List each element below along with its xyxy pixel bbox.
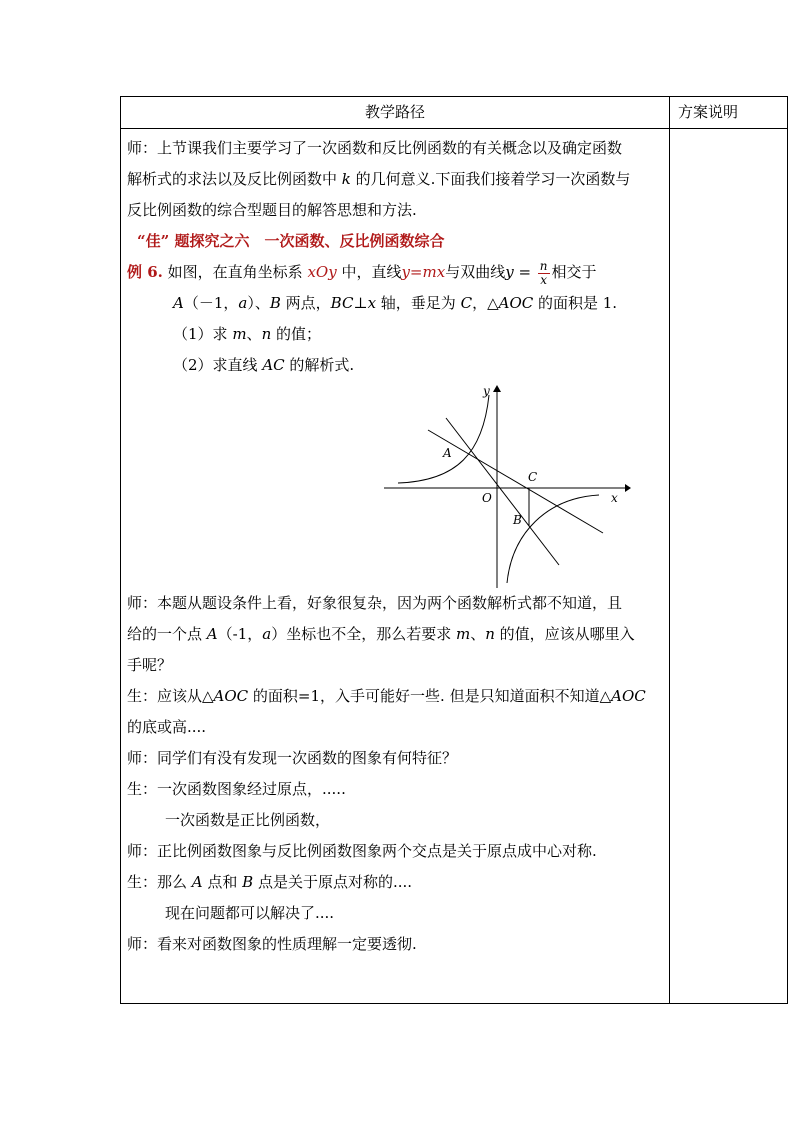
perp-symbol: ⊥ (353, 294, 368, 312)
dialogue-text: 的值，应该从哪里入 (494, 625, 635, 643)
var-ac: AC (262, 356, 285, 374)
teaching-content (121, 129, 669, 960)
intro-text: 解析式的求法以及反比例函数中 (127, 170, 342, 188)
dialogue-text: 的底或高.... (127, 718, 207, 736)
label-y: y (483, 384, 490, 398)
dialogue-student-2 (127, 774, 663, 805)
question-text: 、 (246, 325, 262, 343)
coordinate-figure (127, 383, 663, 588)
example-text: 的面积是 1. (533, 294, 618, 312)
label-x: x (611, 491, 618, 505)
intro-line-3 (127, 195, 663, 226)
dialogue-student-3b (127, 898, 663, 929)
intro-text: 的几何意义.下面我们接着学习一次函数与 (350, 170, 631, 188)
topic-heading (127, 226, 663, 257)
topic-title: 题探究之六 一次函数、反比例函数综合 (169, 232, 445, 250)
dialogue-teacher-1-line-2 (127, 619, 663, 650)
example-text: 轴，垂足为 (376, 294, 461, 312)
var-aoc: AOC (213, 687, 249, 705)
table-header-row (121, 97, 788, 129)
question-text: 的解析式. (284, 356, 355, 374)
example-line-1 (127, 257, 663, 288)
dialogue-text: 、 (470, 625, 486, 643)
dialogue-text: 师：本题从题设条件上看，好象很复杂，因为两个函数解析式都不知道，且 (127, 594, 623, 612)
header-teaching-path: 教学路径 (121, 97, 670, 129)
example-text: 中，直线 (336, 263, 402, 281)
example-text: ，△ (472, 294, 499, 312)
dialogue-teacher-1-line-1 (127, 588, 663, 619)
dialogue-teacher-3 (127, 836, 663, 867)
example-text: 相交于 (551, 263, 597, 281)
example-line-2 (127, 288, 663, 319)
dialogue-text: （-1， (217, 625, 263, 643)
dialogue-student-3 (127, 867, 663, 898)
var-a: a (262, 625, 272, 643)
intro-text: 师：上节课我们主要学习了一次函数和反比例函数的有关概念以及确定函数 (127, 139, 623, 157)
intro-text: 反比例函数的综合型题目的解答思想和方法. (127, 201, 417, 219)
var-a-point: A (173, 294, 184, 312)
var-xoy: xOy (307, 263, 337, 281)
dialogue-teacher-2 (127, 743, 663, 774)
dialogue-teacher-4 (127, 929, 663, 960)
var-aoc: AOC (498, 294, 534, 312)
dialogue-text: ）坐标也不全，那么若要求 (271, 625, 456, 643)
label-c: C (528, 470, 538, 484)
var-b-point: B (242, 873, 254, 891)
example-text: 两点， (280, 294, 331, 312)
x-axis-arrow (625, 484, 631, 492)
example-text: （－1， (183, 294, 239, 312)
var-y: y (505, 263, 514, 281)
dialogue-text: 点和 (202, 873, 243, 891)
dialogue-text: 师：看来对函数图象的性质理解一定要透彻. (127, 935, 417, 953)
line-ab (446, 418, 559, 565)
intro-line-2 (127, 164, 663, 195)
question-2 (127, 350, 663, 381)
hyperbola-branch-lower (507, 495, 599, 583)
fraction-denominator: x (540, 272, 548, 287)
plan-notes-cell (670, 129, 788, 1004)
dialogue-text: 师：正比例函数图象与反比例函数图象两个交点是关于原点成中心对称. (127, 842, 597, 860)
dialogue-student-1-line-2 (127, 712, 663, 743)
dialogue-text: 生：应该从△ (127, 687, 214, 705)
dialogue-text: 手呢？ (127, 656, 173, 674)
var-n: n (261, 325, 272, 343)
example-text: 如图，在直角坐标系 (162, 263, 308, 281)
var-a: a (238, 294, 248, 312)
y-axis-arrow (493, 385, 501, 392)
dialogue-text: 的面积=1，入手可能好一些. 但是只知道面积不知道△ (248, 687, 612, 705)
var-x: x (367, 294, 377, 312)
var-n: n (485, 625, 495, 643)
dialogue-teacher-1-line-3 (127, 650, 663, 681)
dialogue-student-2b (127, 805, 663, 836)
example-label: 例 6. (127, 263, 163, 281)
label-b: B (513, 513, 522, 527)
dialogue-student-1-line-1 (127, 681, 663, 712)
fraction-n-over-x (538, 260, 550, 287)
intro-line-1 (127, 133, 663, 164)
figure-container (127, 383, 663, 588)
teaching-path-cell (121, 129, 670, 1004)
dialogue-text: 一次函数是正比例函数， (165, 811, 331, 829)
dialogue-text: 给的一个点 (127, 625, 207, 643)
question-text: （1）求 (173, 325, 233, 343)
var-a-point: A (191, 873, 203, 891)
var-c-point: C (460, 294, 473, 312)
var-bc: BC (330, 294, 354, 312)
dialogue-text: 点是关于原点对称的.... (253, 873, 413, 891)
line-equation: y=mx (401, 263, 446, 281)
lesson-plan-table (120, 96, 788, 1004)
question-text: 的值； (271, 325, 322, 343)
example-text: ）、 (247, 294, 270, 312)
label-a: A (443, 446, 452, 460)
var-aoc: AOC (611, 687, 646, 705)
dialogue-text: 生：一次函数图象经过原点，..... (127, 780, 346, 798)
dialogue-text: 现在问题都可以解决了.... (165, 904, 335, 922)
var-a-point: A (206, 625, 218, 643)
table-body-row (121, 129, 788, 1004)
var-m: m (455, 625, 471, 643)
question-1 (127, 319, 663, 350)
dialogue-text: 师：同学们有没有发现一次函数的图象有何特征？ (127, 749, 458, 767)
dialogue-text: 生：那么 (127, 873, 192, 891)
var-k: k (341, 170, 351, 188)
header-plan-notes: 方案说明 (670, 97, 788, 129)
topic-quote: “佳” (137, 232, 170, 250)
var-b-point: B (269, 294, 281, 312)
fraction-numerator: n (539, 258, 548, 273)
equals-sign: = (513, 263, 536, 281)
label-o: O (482, 491, 492, 505)
var-m: m (232, 325, 247, 343)
example-text: 与双曲线 (445, 263, 506, 281)
question-text: （2）求直线 (173, 356, 263, 374)
